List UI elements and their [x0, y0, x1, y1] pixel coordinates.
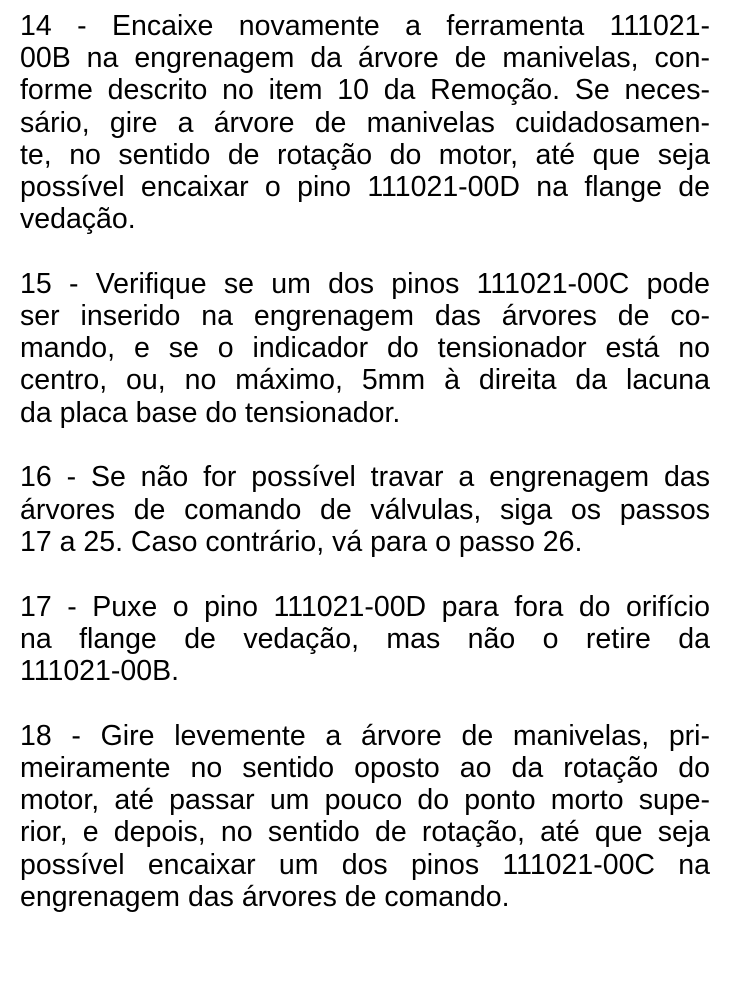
text-line: rior, e depois, no sentido de rotação, até que seja — [20, 816, 710, 849]
text-line: forme descrito no item 10 da Remoção. Se neces- — [20, 74, 710, 107]
step-15-paragraph — [20, 268, 710, 429]
step-14-paragraph — [20, 10, 710, 235]
text-line: 17 a 25. Caso contrário, vá para o passo 26. — [20, 525, 583, 558]
text-line: possível encaixar um dos pinos 111021-00C na — [20, 848, 710, 881]
text-line: mando, e se o indicador do tensionador está no — [20, 332, 710, 365]
text-line: ser inserido na engrenagem das árvores de co- — [20, 300, 710, 333]
step-17-paragraph — [20, 591, 710, 688]
step-16-paragraph — [20, 461, 710, 558]
text-line: possível encaixar o pino 111021-00D na flange de — [20, 170, 710, 203]
text-line: 18 - Gire levemente a árvore de manivelas, pri- — [20, 719, 710, 752]
text-line: da placa base do tensionador. — [20, 396, 401, 429]
text-line: 14 - Encaixe novamente a ferramenta 111021- — [20, 10, 710, 42]
step-18-paragraph — [20, 720, 710, 913]
text-line: sário, gire a árvore de manivelas cuidadosamen- — [20, 106, 710, 139]
text-line: 111021-00B. — [20, 654, 179, 687]
text-line: árvores de comando de válvulas, siga os passos — [20, 493, 710, 526]
text-line: 00B na engrenagem da árvore de manivelas, con- — [20, 42, 710, 75]
text-line: na flange de vedação, mas não o retire da — [20, 622, 710, 655]
text-line: motor, até passar um pouco do ponto morto supe- — [20, 784, 710, 817]
text-line: centro, ou, no máximo, 5mm à direita da lacuna — [20, 364, 710, 397]
document-body — [20, 10, 710, 945]
text-line: te, no sentido de rotação do motor, até que seja — [20, 138, 710, 171]
text-line: engrenagem das árvores de comando. — [20, 880, 510, 913]
text-line: meiramente no sentido oposto ao da rotação do — [20, 751, 710, 784]
text-line: 17 - Puxe o pino 111021-00D para fora do orifício — [20, 590, 710, 623]
text-line: 16 - Se não for possível travar a engrenagem das — [20, 461, 710, 494]
text-line: 15 - Verifique se um dos pinos 111021-00C pode — [20, 267, 710, 300]
text-line: vedação. — [20, 203, 136, 236]
